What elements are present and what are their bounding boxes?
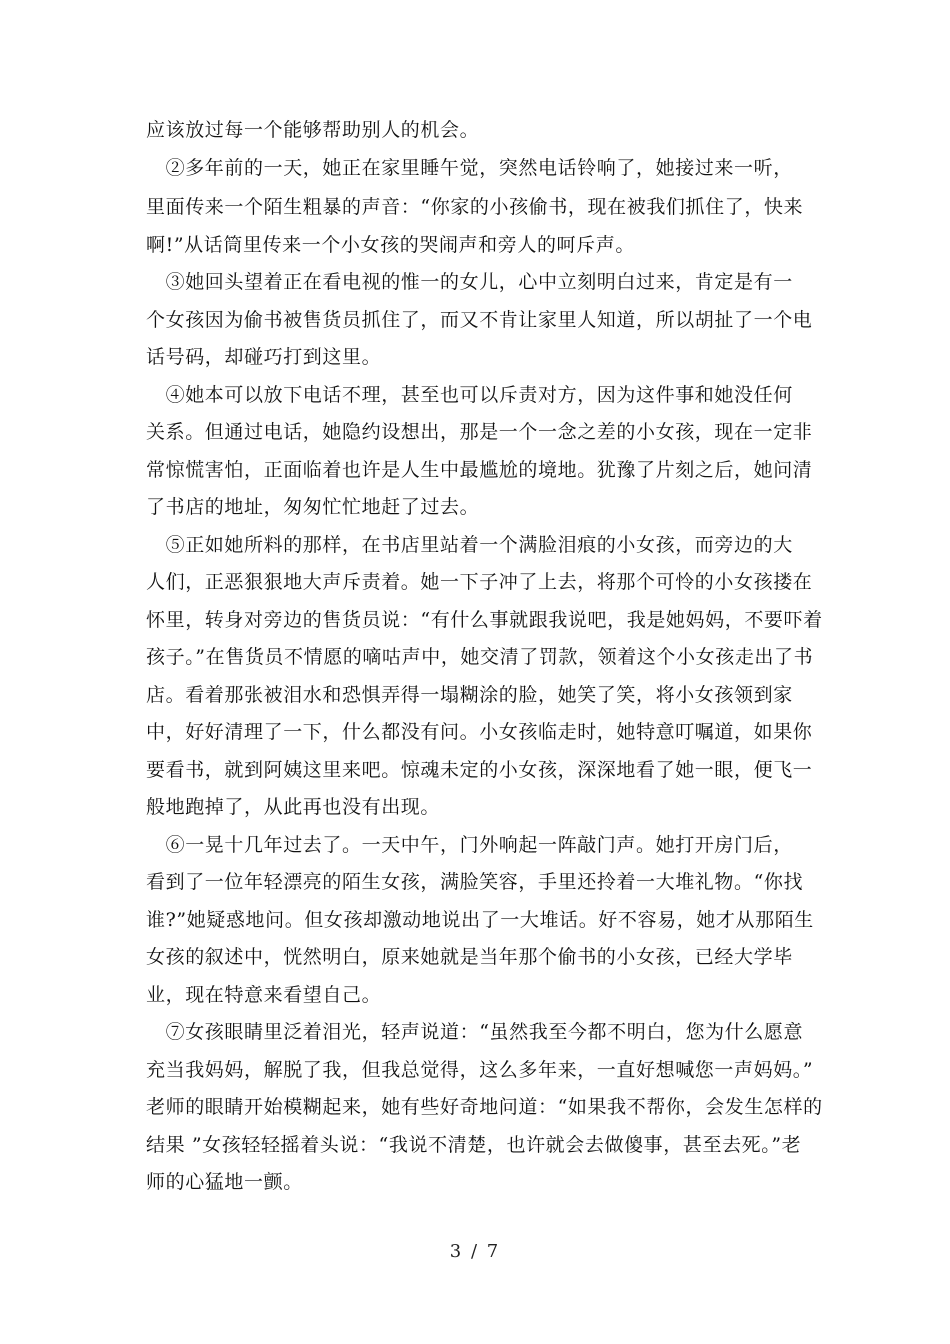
text-line: ②多年前的一天，她正在家里睡午觉，突然电话铃响了，她接过来一听， (146, 157, 793, 179)
text-line: 应该放过每一个能够帮助别人的机会。 (146, 119, 480, 141)
text-line: 般地跑掉了，从此再也没有出现。 (146, 796, 441, 818)
text-line: 谁?”她疑惑地问。但女孩却激动地说出了一大堆话。好不容易，她才从那陌生 (146, 909, 814, 931)
text-line: 啊!”从话筒里传来一个小女孩的哭闹声和旁人的呵斥声。 (146, 234, 635, 256)
text-line: 中，好好清理了一下，什么都没有问。小女孩临走时，她特意叮嘱道，如果你 (146, 721, 813, 743)
text-line: 结果 ”女孩轻轻摇着头说：“我说不清楚，也许就会去做傻事，甚至去死。”老 (146, 1134, 802, 1156)
text-line: 孩子。”在售货员不情愿的嘀咕声中，她交清了罚款，领着这个小女孩走出了书 (146, 646, 814, 668)
text-line: ⑥一晃十几年过去了。一天中午，门外响起一阵敲门声。她打开房门后， (146, 834, 793, 856)
text-line: 了书店的地址，匆匆忙忙地赶了过去。 (146, 496, 480, 518)
text-line: 店。看着那张被泪水和恐惧弄得一塌糊涂的脸，她笑了笑，将小女孩领到家 (146, 684, 793, 706)
text-line: 师的心猛地一颤。 (146, 1171, 303, 1193)
text-line: 看到了一位年轻漂亮的陌生女孩，满脸笑容，手里还拎着一大堆礼物。“你找 (146, 871, 804, 893)
text-line: 话号码，却碰巧打到这里。 (146, 346, 382, 368)
text-line: 关系。但通过电话，她隐约设想出，那是一个一念之差的小女孩，现在一定非 (146, 421, 813, 443)
text-line: ④她本可以放下电话不理，甚至也可以斥责对方，因为这件事和她没任何 (146, 384, 793, 406)
page-number: 3 / 7 (449, 1241, 501, 1262)
text-line: ⑦女孩眼睛里泛着泪光，轻声说道：“虽然我至今都不明白，您为什么愿意 (146, 1021, 804, 1043)
text-line: ⑤正如她所料的那样，在书店里站着一个满脸泪痕的小女孩，而旁边的大 (146, 534, 793, 556)
text-line: 人们，正恶狠狠地大声斥责着。她一下子冲了上去，将那个可怜的小女孩搂在 (146, 571, 813, 593)
text-line: 要看书，就到阿姨这里来吧。惊魂未定的小女孩，深深地看了她一眼，便飞一 (146, 759, 813, 781)
text-line: 里面传来一个陌生粗暴的声音：“你家的小孩偷书，现在被我们抓住了，快来 (146, 196, 804, 218)
text-line: 常惊慌害怕，正面临着也许是人生中最尴尬的境地。犹豫了片刻之后，她问清 (146, 459, 813, 481)
text-line: 充当我妈妈，解脱了我，但我总觉得，这么多年来，一直好想喊您一声妈妈。” (146, 1059, 814, 1081)
text-line: ③她回头望着正在看电视的惟一的女儿，心中立刻明白过来，肯定是有一 (146, 271, 793, 293)
text-line: 老师的眼睛开始模糊起来，她有些好奇地问道：“如果我不帮你，会发生怎样的 (146, 1096, 823, 1118)
text-line: 个女孩因为偷书被售货员抓住了，而又不肯让家里人知道，所以胡扯了一个电 (146, 309, 813, 331)
text-line: 女孩的叙述中，恍然明白，原来她就是当年那个偷书的小女孩，已经大学毕 (146, 946, 793, 968)
text-line: 业，现在特意来看望自己。 (146, 984, 382, 1006)
text-line: 怀里，转身对旁边的售货员说：“有什么事就跟我说吧，我是她妈妈，不要吓着 (146, 609, 823, 631)
